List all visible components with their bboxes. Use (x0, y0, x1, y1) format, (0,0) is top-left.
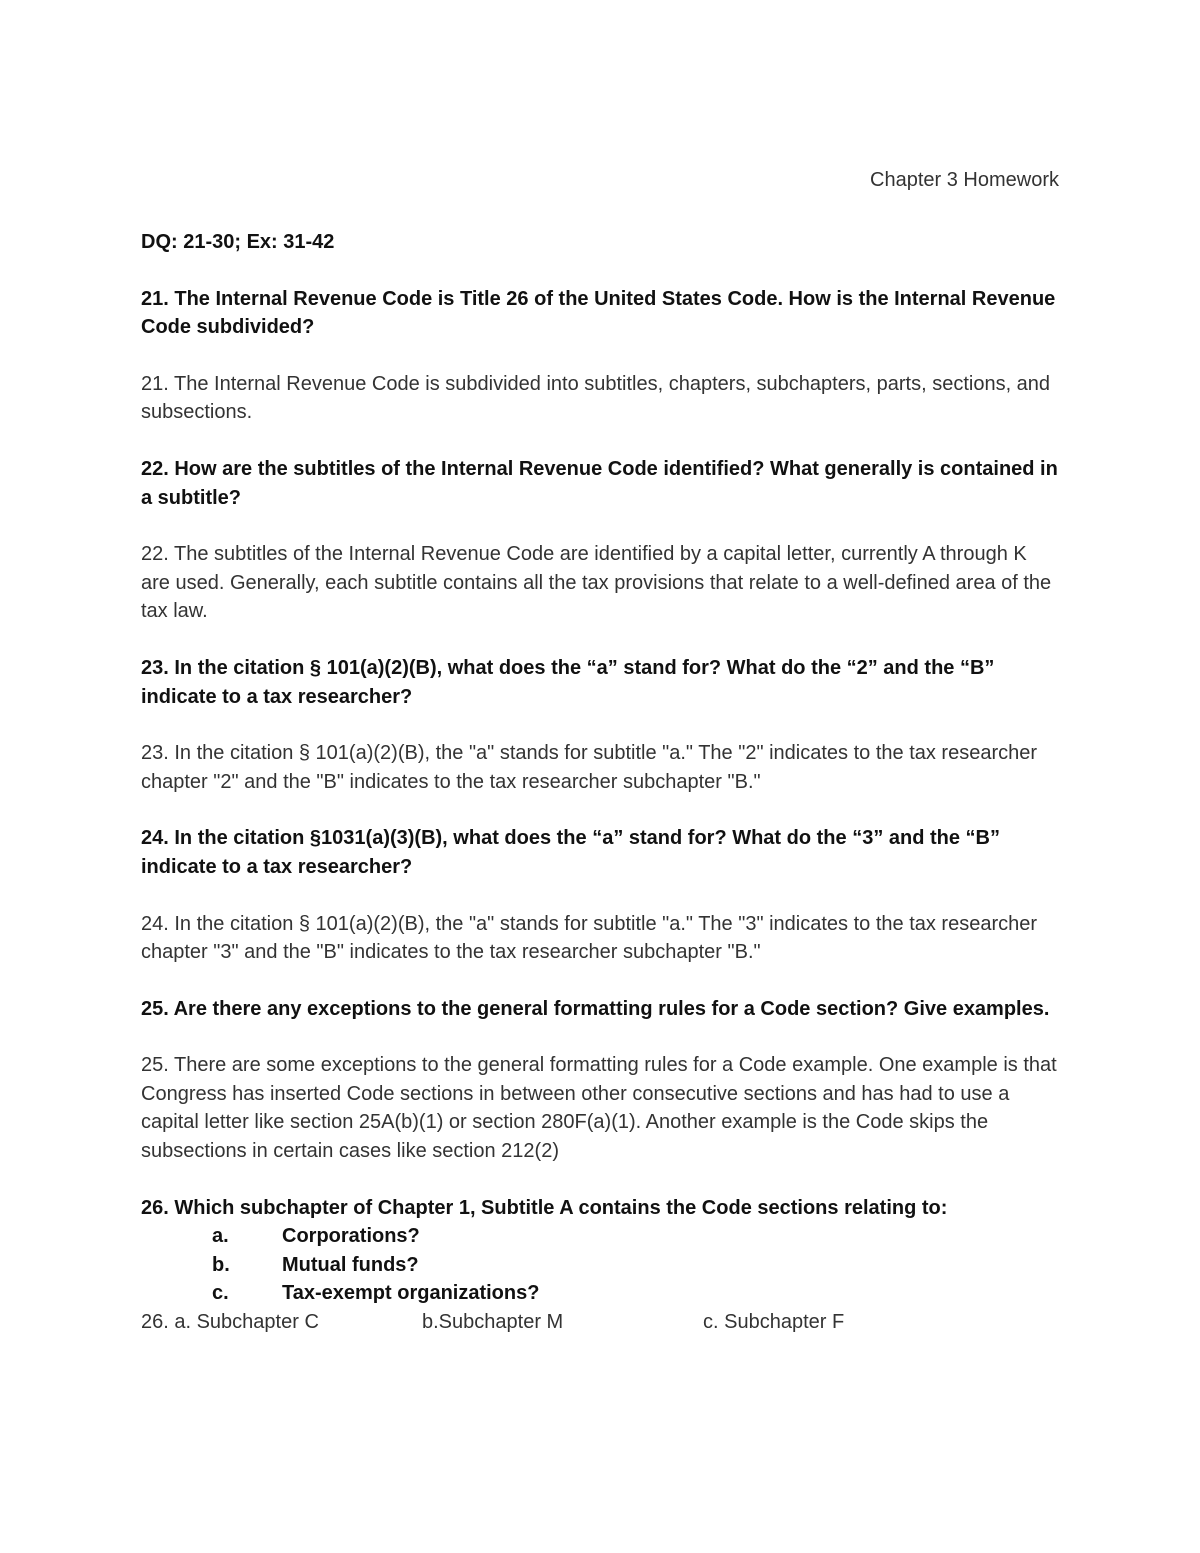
assignment-scope: DQ: 21-30; Ex: 31-42 (141, 231, 335, 253)
answer-26-a: 26. a. Subchapter C (141, 1311, 319, 1334)
document-body (141, 228, 1061, 1337)
answer-26 (141, 1308, 1061, 1337)
subitem-text: Corporations? (282, 1225, 420, 1248)
answer-21: 21. The Internal Revenue Code is subdivided into subtitles, chapters, subchapters, parts, sections, and subsections. (141, 372, 1051, 424)
question-26: 26. Which subchapter of Chapter 1, Subtitle A contains the Code sections relating to: (141, 1196, 948, 1219)
subitem-letter: b. (212, 1253, 230, 1276)
answer-24: 24. In the citation § 101(a)(2)(B), the "a" stands for subtitle "a." The "3" indicates to the tax researcher chapter "3" and the "B" indicates to the tax researcher subchapter "B." (141, 912, 1038, 964)
question-22: 22. How are the subtitles of the Internal Revenue Code identified? What generally is contained in a subtitle? (141, 457, 1058, 509)
answer-25: 25. There are some exceptions to the general formatting rules for a Code example. One example is that Congress has inserted Code sections in between other consecutive sections and has had to use a capital letter like section 25A(b)(1) or section 280F(a)(1). Another example is the Code skips the subsections in certain cases like section 212(2) (141, 1054, 1057, 1163)
question-21: 21. The Internal Revenue Code is Title 26 of the United States Code. How is the Internal Revenue Code subdivided? (141, 287, 1056, 339)
subitem-c (141, 1279, 1061, 1308)
subitem-b (141, 1251, 1061, 1280)
question-24: 24. In the citation §1031(a)(3)(B), what does the “a” stand for? What do the “3” and the “B” indicate to a tax researcher? (141, 827, 1000, 878)
subitem-text: Mutual funds? (282, 1253, 419, 1276)
subitem-letter: c. (212, 1282, 229, 1305)
question-25: 25. Are there any exceptions to the general formatting rules for a Code section? Give examples. (141, 997, 1050, 1020)
answer-22: 22. The subtitles of the Internal Revenue Code are identified by a capital letter, currently A through K are used. Generally, each subtitle contains all the tax provisions that relate to a well-defined area of the tax law. (141, 543, 1052, 623)
question-23: 23. In the citation § 101(a)(2)(B), what does the “a” stand for? What do the “2” and the “B” indicate to a tax researcher? (141, 656, 995, 708)
answer-26-c: c. Subchapter F (703, 1311, 845, 1334)
subitem-letter: a. (212, 1225, 229, 1248)
subitem-text: Tax-exempt organizations? (282, 1282, 540, 1305)
subitem-a (141, 1222, 1061, 1251)
document-title: Chapter 3 Homework (870, 169, 1059, 191)
question-26-subitems (141, 1222, 1061, 1308)
answer-23: 23. In the citation § 101(a)(2)(B), the "a" stands for subtitle "a." The "2" indicates to the tax researcher chapter "2" and the "B" indicates to the tax researcher subchapter "B." (141, 742, 1038, 793)
answer-26-b: b.Subchapter M (422, 1311, 564, 1334)
